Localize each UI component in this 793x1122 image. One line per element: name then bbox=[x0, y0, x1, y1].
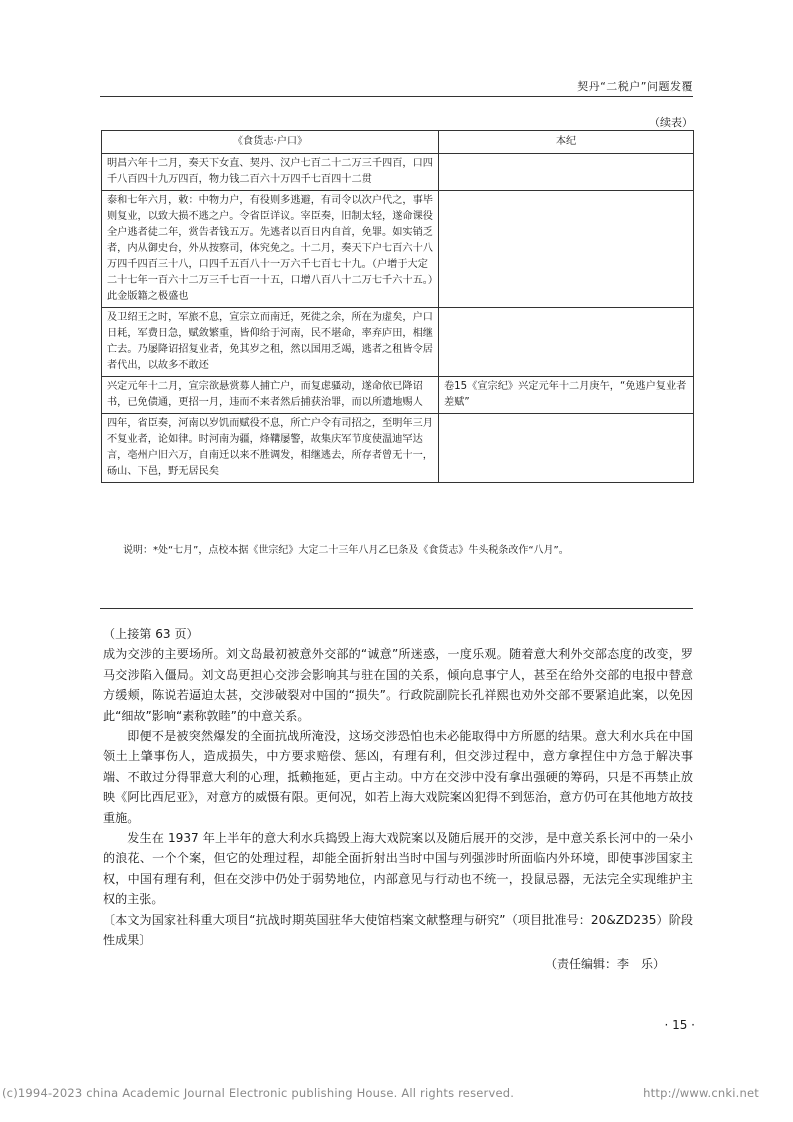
article-paragraph: 成为交涉的主要场所。刘文岛最初被意外交部的“诚意”所迷惑，一度乐观。随着意大利外交部态度的改变，罗马交涉陷入僵局。刘文岛更担心交涉会影响其与驻在国的关系，倾向息事宁人，甚至在给外交部的电报中替意方缓颊，陈说若逼迫太甚，交涉破裂对中国的“损失”。行政院副院长孔祥熙也劝外交部不要紧追此案，以免因此“细故”影响“素称敦睦”的中意关系。 bbox=[103, 647, 693, 723]
table-cell: 及卫绍王之时，军旅不息，宣宗立而南迁，死徙之余，所在为虚矣，户口日耗，军费日急，赋敛繁重，皆仰给于河南，民不堪命，率弃庐田，相继亡去。乃屡降诏招复业者，免其岁之租，然以国用乏竭，逃者之租皆令居者代出，以故多不敢还 bbox=[102, 308, 439, 377]
copyright-footer bbox=[2, 1086, 791, 1100]
article-body bbox=[103, 624, 693, 951]
running-header: 契丹“二税户”问题发覆 bbox=[577, 80, 693, 93]
continuation-marker: （上接第 63 页） bbox=[103, 627, 199, 641]
article-paragraph: 发生在 1937 年上半年的意大利水兵捣毁上海大戏院案以及随后展开的交涉，是中意关系长河中的一朵小的浪花、一个个案，但它的处理过程，却能全面折射出当时中国与列强涉时所面临内外环境，即使事涉国家主权，中国有理有利，但在交涉中仍处于弱势地位，内部意见与行动也不统一，投鼠忌器，无法完全实现维护主权的主张。 bbox=[103, 831, 693, 907]
page-number: · 15 · bbox=[664, 1018, 695, 1032]
table-cell: 泰和七年六月，敕：中物力户，有役则多逃避，有司令以次户代之，事毕则复业，以致大损不逃之户。令省臣详议。宰臣奏，旧制太轻，遂命课役全户逃者徒二年，赏告者钱五万。先逃者以百日内自首，免罪。如实销乏者，内从御史台，外从按察司，体究免之。十二月，奏天下户七百六十八万四千四百三十八，口四千五百八十一万六千七百七十九。（户增于大定二十七年一百六十二万三千七百一十五，口增八百八十二万七千六十五。）此金版籍之极盛也 bbox=[102, 191, 439, 308]
table-cell: 卷15《宣宗纪》兴定元年十二月庚午，“免逃户复业者差赋” bbox=[439, 377, 694, 414]
funding-note: 〔本文为国家社科重大项目“抗战时期英国驻华大使馆档案文献整理与研究”（项目批准号：20&ZD235）阶段性成果〕 bbox=[103, 912, 693, 948]
article-paragraph: 即便不是被突然爆发的全面抗战所淹没，这场交涉恐怕也未必能取得中方所愿的结果。意大利水兵在中国领土上肇事伤人，造成损失，中方要求赔偿、惩凶，有理有利，但交涉过程中，意方拿捏住中方急于解决事端、不敢过分得罪意大利的心理，抵赖拖延，更占主动。中方在交涉中没有拿出强硬的筹码，只是不再禁止放映《阿比西尼亚》，对意方的威慑有限。更何况，如若上海大戏院案凶犯得不到惩治，意方仍可在其他地方故技重施。 bbox=[103, 729, 693, 825]
table-cell bbox=[439, 154, 694, 191]
table-row bbox=[102, 414, 694, 483]
table-cell bbox=[439, 414, 694, 483]
responsible-editor: （责任编辑：李 乐） bbox=[544, 957, 665, 971]
section-rule bbox=[100, 608, 693, 609]
table-header-row bbox=[102, 131, 694, 154]
header-rule bbox=[100, 96, 693, 97]
history-comparison-table bbox=[101, 130, 694, 483]
table-header-cell: 《食货志·户口》 bbox=[102, 131, 439, 154]
table-cell bbox=[439, 308, 694, 377]
table-cell bbox=[439, 191, 694, 308]
table-cell: 兴定元年十二月，宣宗欲悬赏募人捕亡户，而复虑骚动，遂命依已降诏书，已免债通，更招一月，违而不来者然后捕获治罪，而以所遗地赐人 bbox=[102, 377, 439, 414]
cnki-link[interactable]: http://www.cnki.net bbox=[643, 1086, 759, 1100]
table-header-cell: 本纪 bbox=[439, 131, 694, 154]
table-continued-label: （续表） bbox=[649, 116, 693, 129]
table-note: 说明：*处“七月”，点校本据《世宗纪》大定二十三年八月乙巳条及《食货志》牛头税条改作“八月”。 bbox=[123, 545, 569, 556]
table-cell: 四年，省臣奏，河南以岁饥而赋役不息，所亡户令有司招之，至明年三月不复业者，论如律。时河南为疆，烽鞲屡警，故集庆军节度使温迪罕达言，亳州户旧六万，自南迁以来不胜调发，相继逃去，所存者曾无十一，砀山、下邑，野无居民矣 bbox=[102, 414, 439, 483]
copyright-notice: (c)1994-2023 china Academic Journal Electronic publishing House. All rights reserved. bbox=[2, 1086, 515, 1100]
table-row bbox=[102, 191, 694, 308]
table-row bbox=[102, 154, 694, 191]
table-cell: 明昌六年十二月，奏天下女直、契丹、汉户七百二十二万三千四百，口四千八百四十九万四百，物力钱二百六十万四千七百四十二贯 bbox=[102, 154, 439, 191]
table-row bbox=[102, 308, 694, 377]
table-row bbox=[102, 377, 694, 414]
